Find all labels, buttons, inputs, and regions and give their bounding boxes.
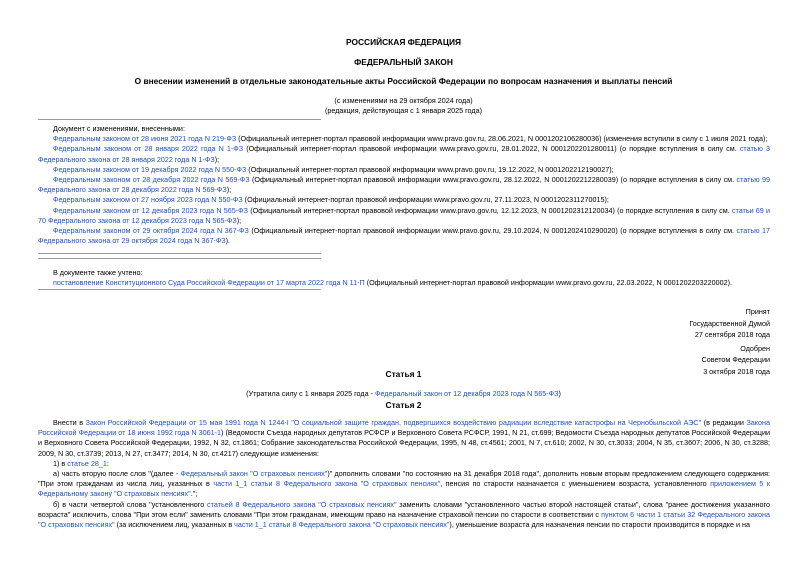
law-1244-link[interactable]: Закон Российской Федерации от 15 мая 1991 года N 1244-I "О социальной защите граждан, подвергшихся воздействию радиации вследствие катастрофы на Чернобыльской АЭС"	[85, 418, 702, 427]
country-heading: РОССИЙСКАЯ ФЕДЕРАЦИЯ	[345, 37, 462, 47]
amendment-text: ).	[225, 236, 231, 246]
edition-note: (редакция, действующая с 1 января 2025 года)	[325, 106, 482, 115]
amendment-law-link[interactable]: Федеральным законом от 28 декабря 2022 года N 569-ФЗ	[53, 175, 250, 185]
adoption-line: Принят	[745, 307, 770, 316]
amendment-text: (Официальный интернет-портал правовой информации www.pravo.gov.ru, 28.12.2022, N 0001202212280039) (о порядке вступления в силу см.	[249, 175, 737, 185]
amendments-block	[38, 124, 770, 246]
divider	[38, 289, 321, 290]
divider	[38, 253, 321, 254]
amendments-list	[38, 134, 770, 246]
article-8-part-1-1-link[interactable]: части 1_1 статьи 8 Федерального закона "О страховых пенсиях"	[234, 520, 450, 530]
amendment-text: (Официальный интернет-портал правовой информации www.pravo.gov.ru, 19.12.2022, N 0001202212190027);	[246, 164, 614, 174]
adoption-info	[689, 306, 770, 378]
amendment-text: (Официальный интернет-портал правовой информации www.pravo.gov.ru, 28.01.2022, N 0001202201280011) (о порядке вступления в силу см.	[243, 144, 740, 154]
amendment-text: );	[214, 154, 220, 164]
article-1-note	[0, 389, 807, 399]
page-title: О внесении изменений в отдельные законодательные акты Российской Федерации по вопросам назначения и выплаты пенсий	[134, 76, 673, 86]
amendment-item	[38, 134, 770, 144]
adoption-line: Государственной Думой	[689, 318, 770, 328]
amendment-entry-into-force-link[interactable]: статьи 69 и 70 Федерального закона от 12 декабря 2023 года N 565-ФЗ	[38, 205, 771, 225]
amendment-item	[38, 165, 770, 175]
article-28-1-link[interactable]: статье 28_1	[67, 458, 107, 468]
amendment-text: );	[226, 185, 232, 195]
article-1-title: Статья 1	[385, 369, 422, 379]
also-considered-text: (Официальный интернет-портал правовой информации www.pravo.gov.ru, 22.03.2022, N 0001202203220002).	[364, 278, 732, 288]
law-565-link[interactable]: Федеральный закон от 12 декабря 2023 года N 565-ФЗ	[374, 389, 559, 398]
amendment-law-link[interactable]: Федеральным законом от 12 декабря 2023 года N 565-ФЗ	[53, 205, 248, 215]
amendment-law-link[interactable]: Федеральным законом от 29 октября 2024 года N 367-ФЗ	[53, 226, 249, 236]
amendments-intro: Документ с изменениями, внесенными:	[53, 124, 185, 133]
adoption-line: 27 сентября 2018 года	[694, 330, 770, 340]
amendment-entry-into-force-link[interactable]: статью 17 Федерального закона от 29 октября 2024 года N 367-ФЗ	[38, 226, 770, 246]
article-2-paragraph: б) в части четвертой слова "установленного статьей 8 Федерального закона "О страховых пенсиях" заменить словами "установленного частью второй настоящей статьи", слова "ранее достижения указанного возраста" исключить, слова "При этом если" заменить словами "При этом гражданам, имеющим право на назначение страховой пенсии по старости в соответствии с пунктом 6 части 1 статьи 32 Федерального закона "О страховых пенсиях" (за исключением лиц, указанных в части 1_1 статьи 8 Федерального закона "О страховых пенсиях"), уменьшение возраста для назначения пенсии по старости производится в порядке и на	[38, 499, 770, 530]
article-2-title: Статья 2	[385, 400, 422, 410]
article-1-note-text: )	[558, 389, 561, 398]
article-2-body	[38, 418, 770, 530]
adoption-line: 3 октября 2018 года	[703, 366, 770, 376]
insurance-pensions-law-link[interactable]: Федеральный закон "О страховых пенсиях"	[180, 469, 328, 479]
also-considered-intro: В документе также учтено:	[53, 268, 143, 277]
changes-note: (с изменениями на 29 октября 2024 года)	[334, 96, 473, 105]
article-1-note-text: (Утратила силу с 1 января 2025 года -	[246, 389, 375, 398]
amendment-text: );	[236, 215, 242, 225]
doc-type-heading: ФЕДЕРАЛЬНЫЙ ЗАКОН	[354, 57, 453, 67]
amendment-item	[38, 226, 770, 246]
amendment-item	[38, 206, 770, 226]
article-32-link[interactable]: пунктом 6 части 1 статьи 32 Федерального закона "О страховых пенсиях"	[38, 509, 770, 530]
amendment-item	[38, 144, 770, 164]
article-2-paragraph: а) часть вторую после слов "(далее - Федеральный закон "О страховых пенсиях")" дополнить словами "по состоянию на 31 декабря 2018 года", дополнить новым вторым предложением следующего содержания: "При этом гражданам из числа лиц, указанных в части 1_1 статьи 8 Федерального закона "О страховых пенсиях", пенсия по старости назначается с уменьшением возраста, установленного приложением 5 к Федеральному закону "О страховых пенсиях".";	[38, 469, 770, 499]
amendment-item	[38, 175, 770, 195]
divider	[38, 119, 321, 120]
also-considered-block	[38, 268, 770, 288]
law-3061-link[interactable]: Закона Российской Федерации от 18 июня 1992 года N 3061-1	[38, 418, 770, 438]
constitutional-court-link[interactable]: постановление Конституционного Суда Российской Федерации от 17 марта 2022 года N 11-П	[53, 278, 365, 288]
adoption-line: Советом Федерации	[701, 355, 770, 365]
amendment-item	[38, 195, 770, 205]
amendment-law-link[interactable]: Федеральным законом от 28 января 2022 года N 1-ФЗ	[53, 144, 244, 154]
amendment-law-link[interactable]: Федеральным законом от 19 декабря 2022 года N 550-ФЗ	[53, 164, 247, 174]
amendment-text: (Официальный интернет-портал правовой информации www.pravo.gov.ru, 12.12.2023, N 0001202312120034) (о порядке вступления в силу см.	[247, 205, 732, 215]
amendment-law-link[interactable]: Федеральным законом от 27 ноября 2023 года N 550-ФЗ	[53, 195, 243, 205]
article-8-part-1-1-link[interactable]: части 1_1 статьи 8 Федерального закона "О страховых пенсиях"	[213, 479, 441, 489]
amendment-entry-into-force-link[interactable]: статью 99 Федерального закона от 28 декабря 2022 года N 569-ФЗ	[38, 175, 770, 195]
article-2-paragraph: Внести в Закон Российской Федерации от 15 мая 1991 года N 1244-I "О социальной защите граждан, подвергшихся воздействию радиации вследствие катастрофы на Чернобыльской АЭС" (в редакции Закона Российской Федерации от 18 июня 1992 года N 3061-1) (Ведомости Съезда народных депутатов РСФСР и Верховного Совета РСФСР, 1991, N 21, ст.699; Ведомости Съезда народных депутатов Российской Федерации и Верховного Совета Российской Федерации, 1992, N 32, ст.1861; Собрание законодательства Российской Федерации, 1995, N 48, ст.4561; 2001, N 7, ст.610; 2002, N 30, ст.3033; 2004, N 35, ст.3607; 2006, N 30, ст.3288; 2009, N 30, ст.3739; 2013, N 27, ст.3477; 2014, N 30, ст.4217) следующие изменения:	[38, 418, 770, 458]
appendix-5-link[interactable]: приложением 5 к Федеральному закону "О страховых пенсиях"	[38, 479, 770, 499]
amendment-entry-into-force-link[interactable]: статью 3 Федерального закона от 28 января 2022 года N 1-ФЗ	[38, 144, 770, 164]
amendment-text: (Официальный интернет-портал правовой информации www.pravo.gov.ru, 28.06.2021, N 0001202106280036) (изменения вступили в силу с 1 июля 2021 года);	[236, 134, 768, 144]
amendment-text: (Официальный интернет-портал правовой информации www.pravo.gov.ru, 29.10.2024, N 0001202410290020) (о порядке вступления в силу см.	[248, 226, 737, 236]
divider	[38, 258, 321, 259]
article-8-link[interactable]: статьей 8 Федерального закона "О страховых пенсиях"	[207, 499, 397, 509]
adoption-line: Одобрен	[740, 343, 770, 353]
also-considered-item	[38, 278, 770, 288]
amendment-law-link[interactable]: Федеральным законом от 28 июня 2021 года N 219-ФЗ	[53, 134, 237, 144]
amendment-text: (Официальный интернет-портал правовой информации www.pravo.gov.ru, 27.11.2023, N 0001202311270015);	[242, 195, 609, 205]
article-2-paragraph: 1) в статье 28_1:	[53, 458, 109, 468]
